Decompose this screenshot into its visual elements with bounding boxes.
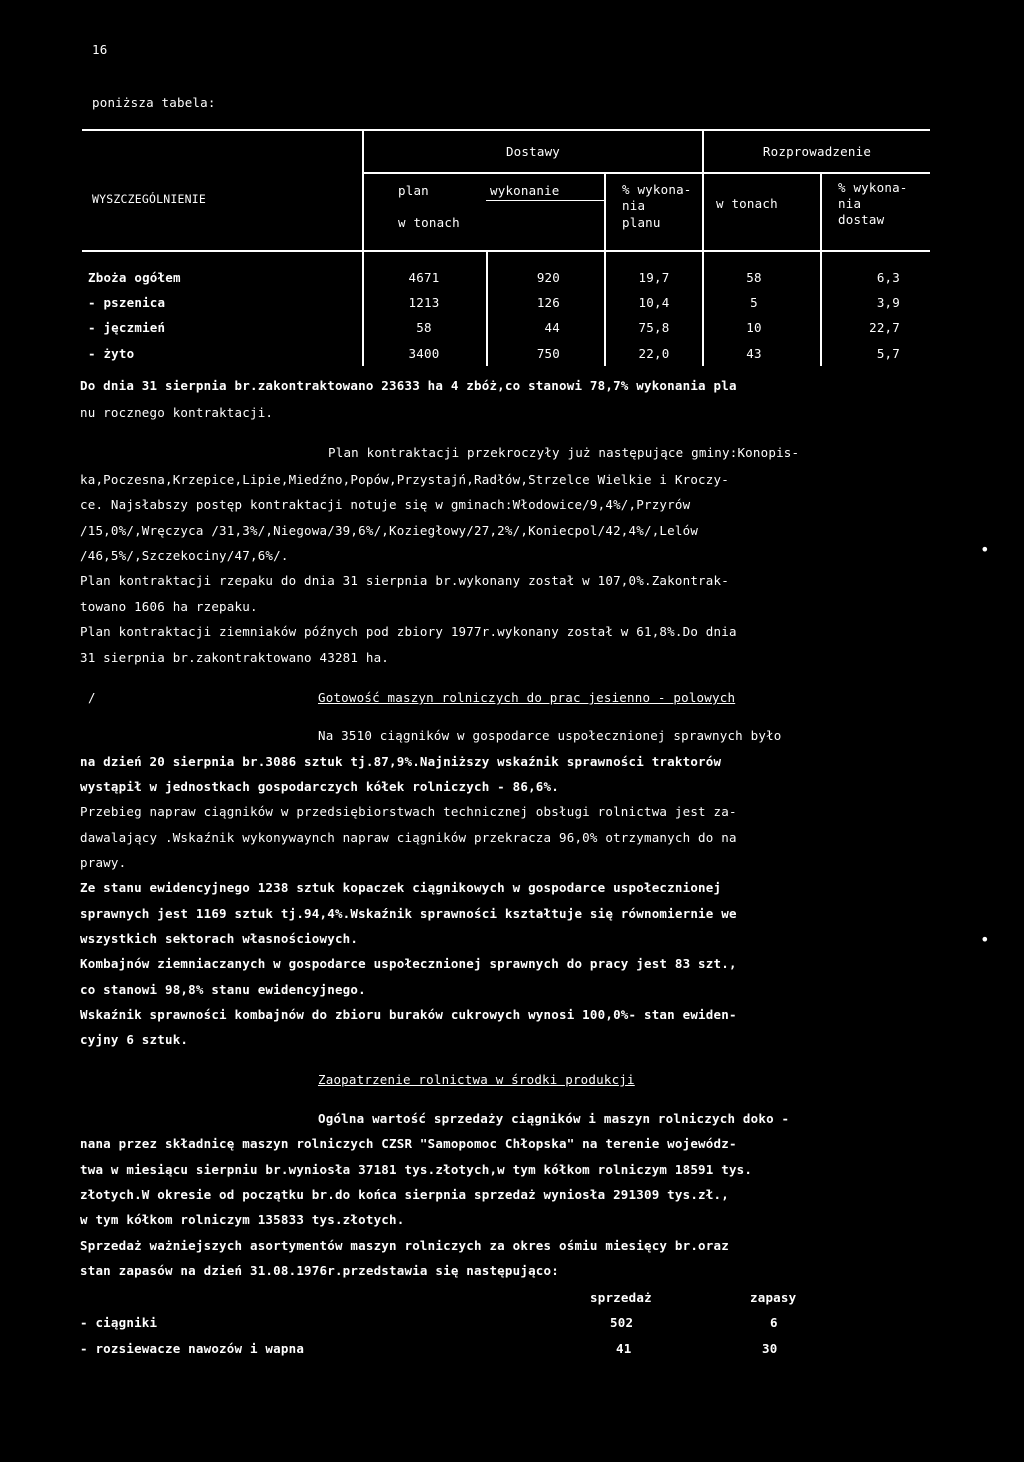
table-cell-pct: 10,4 <box>638 295 670 310</box>
paragraph-line: Przebieg napraw ciągników w przedsiębiorstwach technicznej obsługi rolnictwa jest za- <box>80 804 737 819</box>
col-wykonanie: wykonanie <box>490 183 560 198</box>
col-pct-dostaw-l3: dostaw <box>838 212 885 227</box>
sales-row-zapasy: 6 <box>770 1315 778 1330</box>
table-cell-plan: 3400 <box>408 346 440 361</box>
sales-row-sprzedaz: 502 <box>610 1315 634 1330</box>
paragraph-line: wystąpił w jednostkach gospodarczych kółek rolniczych - 86,6%. <box>80 779 559 794</box>
col-plan: plan <box>398 183 429 198</box>
table-cell-pct: 22,0 <box>638 346 670 361</box>
group-header-dostawy: Dostawy <box>505 144 561 159</box>
col-pct-dostaw-l1: % wykona- <box>838 180 908 195</box>
table-row-name: Zboża ogółem <box>88 270 181 285</box>
paragraph-line: dawalający .Wskaźnik wykonywaynch napraw ciągników przekracza 96,0% otrzymanych do na <box>80 830 737 845</box>
table-cell-plan: 1213 <box>408 295 440 310</box>
paragraph-line: towano 1606 ha rzepaku. <box>80 599 258 614</box>
table-cell-pct: 19,7 <box>638 270 670 285</box>
table-cell-plan: 58 <box>416 320 432 335</box>
table-row-name: - jęczmień <box>88 320 166 335</box>
sales-row-zapasy: 30 <box>762 1341 778 1356</box>
paragraph-line: prawy. <box>80 855 127 870</box>
table-header-rule <box>82 250 930 252</box>
paragraph-line: nu rocznego kontraktacji. <box>80 405 274 420</box>
margin-scan-mark: • <box>980 930 990 949</box>
table-cell-tony: 43 <box>746 346 762 361</box>
paragraph-line: na dzień 20 sierpnia br.3086 sztuk tj.87,9%.Najniższy wskaźnik sprawności traktorów <box>80 754 722 769</box>
paragraph-line: Wskaźnik sprawności kombajnów do zbioru buraków cukrowych wynosi 100,0%- stan ewiden- <box>80 1007 737 1022</box>
paragraph-line: w tym kółkom rolniczym 135833 tys.złotych. <box>80 1212 405 1227</box>
table-group-rule <box>364 172 930 174</box>
table-top-rule <box>82 129 930 131</box>
col-pct-plan-l2: nia <box>622 198 646 213</box>
col-pct-plan-l3: planu <box>622 215 661 230</box>
paragraph-line: co stanowi 98,8% stanu ewidencyjnego. <box>80 982 366 997</box>
paragraph-line: ka,Poczesna,Krzepice,Lipie,Miedźno,Popów,Przystajń,Radłów,Strzelce Wielkie i Kroczy- <box>80 472 729 487</box>
paragraph-line: sprawnych jest 1169 sztuk tj.94,4%.Wskaźnik sprawności kształtuje się równomiernie we <box>80 906 737 921</box>
table-cell-pct2: 6,3 <box>876 270 900 285</box>
col-pct-plan-l1: % wykona- <box>622 182 692 197</box>
paragraph-line: Do dnia 31 sierpnia br.zakontraktowano 23633 ha 4 zbóż,co stanowi 78,7% wykonania pla <box>80 378 737 393</box>
table-cell-pct2: 5,7 <box>876 346 900 361</box>
table-cell-pct: 75,8 <box>638 320 670 335</box>
paragraph-line: ce. Najsłabszy postęp kontraktacji notuje się w gminach:Włodowice/9,4%/,Przyrów <box>80 497 691 512</box>
table-cell-plan: 4671 <box>408 270 440 285</box>
margin-mark: / <box>88 690 96 705</box>
table-cell-wyk: 920 <box>536 270 560 285</box>
table-cell-wyk: 126 <box>536 295 560 310</box>
margin-scan-mark: • <box>980 540 990 559</box>
table-cell-wyk: 44 <box>544 320 560 335</box>
paragraph-line: Plan kontraktacji ziemniaków późnych pod zbiory 1977r.wykonany został w 61,8%.Do dnia <box>80 624 737 639</box>
paragraph-line: /15,0%/,Wręczyca /31,3%/,Niegowa/39,6%/,Koziegłowy/27,2%/,Koniecpol/42,4%/,Lelów <box>80 523 699 538</box>
table-cell-tony: 5 <box>750 295 758 310</box>
table-cell-pct2: 3,9 <box>876 295 900 310</box>
paragraph-line: stan zapasów na dzień 31.08.1976r.przedstawia się następująco: <box>80 1263 559 1278</box>
sales-row-name: - rozsiewacze nawozów i wapna <box>80 1341 305 1356</box>
paragraph-line: złotych.W okresie od początku br.do końca sierpnia sprzedaż wyniosła 291309 tys.zł., <box>80 1187 729 1202</box>
paragraph-line: Plan kontraktacji rzepaku do dnia 31 sierpnia br.wykonany został w 107,0%.Zakontrak- <box>80 573 729 588</box>
paragraph-line: Ogólna wartość sprzedaży ciągników i maszyn rolniczych doko - <box>318 1111 790 1126</box>
paragraph-line: wszystkich sektorach własnościowych. <box>80 931 359 946</box>
paragraph-line: /46,5%/,Szczekociny/47,6%/. <box>80 548 289 563</box>
sales-header-sprzedaz: sprzedaż <box>590 1290 652 1305</box>
table-row-name: - żyto <box>88 346 135 361</box>
paragraph-line: 31 sierpnia br.zakontraktowano 43281 ha. <box>80 650 390 665</box>
paragraph-line: cyjny 6 sztuk. <box>80 1032 189 1047</box>
table-plan-rule <box>486 200 604 201</box>
sales-row-name: - ciągniki <box>80 1315 158 1330</box>
section-heading-supply: Zaopatrzenie rolnictwa w środki produkcji <box>318 1072 635 1087</box>
table-cell-wyk: 750 <box>536 346 560 361</box>
sales-row-sprzedaz: 41 <box>616 1341 632 1356</box>
paragraph-line: twa w miesiącu sierpniu br.wyniosła 37181 tys.złotych,w tym kółkom rolniczym 18591 tys. <box>80 1162 753 1177</box>
page-number: 16 <box>92 42 108 57</box>
col-rozp-tonach: w tonach <box>716 196 778 211</box>
paragraph-line: nana przez składnicę maszyn rolniczych CZSR "Samopomoc Chłopska" na terenie wojewódz- <box>80 1136 737 1151</box>
col-pct-dostaw-l2: nia <box>838 196 862 211</box>
col-w-tonach: w tonach <box>398 215 460 230</box>
table-cell-tony: 10 <box>746 320 762 335</box>
group-header-rozprowadzenie: Rozprowadzenie <box>762 144 872 159</box>
table-cell-pct2: 22,7 <box>869 320 900 335</box>
paragraph-line: Sprzedaż ważniejszych asortymentów maszyn rolniczych za okres ośmiu miesięcy br.oraz <box>80 1238 729 1253</box>
paragraph-line: Na 3510 ciągników w gospodarce uspołecznionej sprawnych było <box>318 728 782 743</box>
table-cell-tony: 58 <box>746 270 762 285</box>
intro-text: poniższa tabela: <box>92 95 216 110</box>
paragraph-line: Ze stanu ewidencyjnego 1238 sztuk kopaczek ciągnikowych w gospodarce uspołecznionej <box>80 880 722 895</box>
paragraph-line: Plan kontraktacji przekroczyły już następujące gminy:Konopis- <box>328 445 800 460</box>
table-row-name: - pszenica <box>88 295 166 310</box>
col-header-main: WYSZCZEGÓLNIENIE <box>92 192 206 206</box>
section-heading-machinery: Gotowość maszyn rolniczych do prac jesienno - polowych <box>318 690 736 705</box>
paragraph-line: Kombajnów ziemniaczanych w gospodarce uspołecznionej sprawnych do pracy jest 83 szt., <box>80 956 737 971</box>
sales-header-zapasy: zapasy <box>750 1290 797 1305</box>
